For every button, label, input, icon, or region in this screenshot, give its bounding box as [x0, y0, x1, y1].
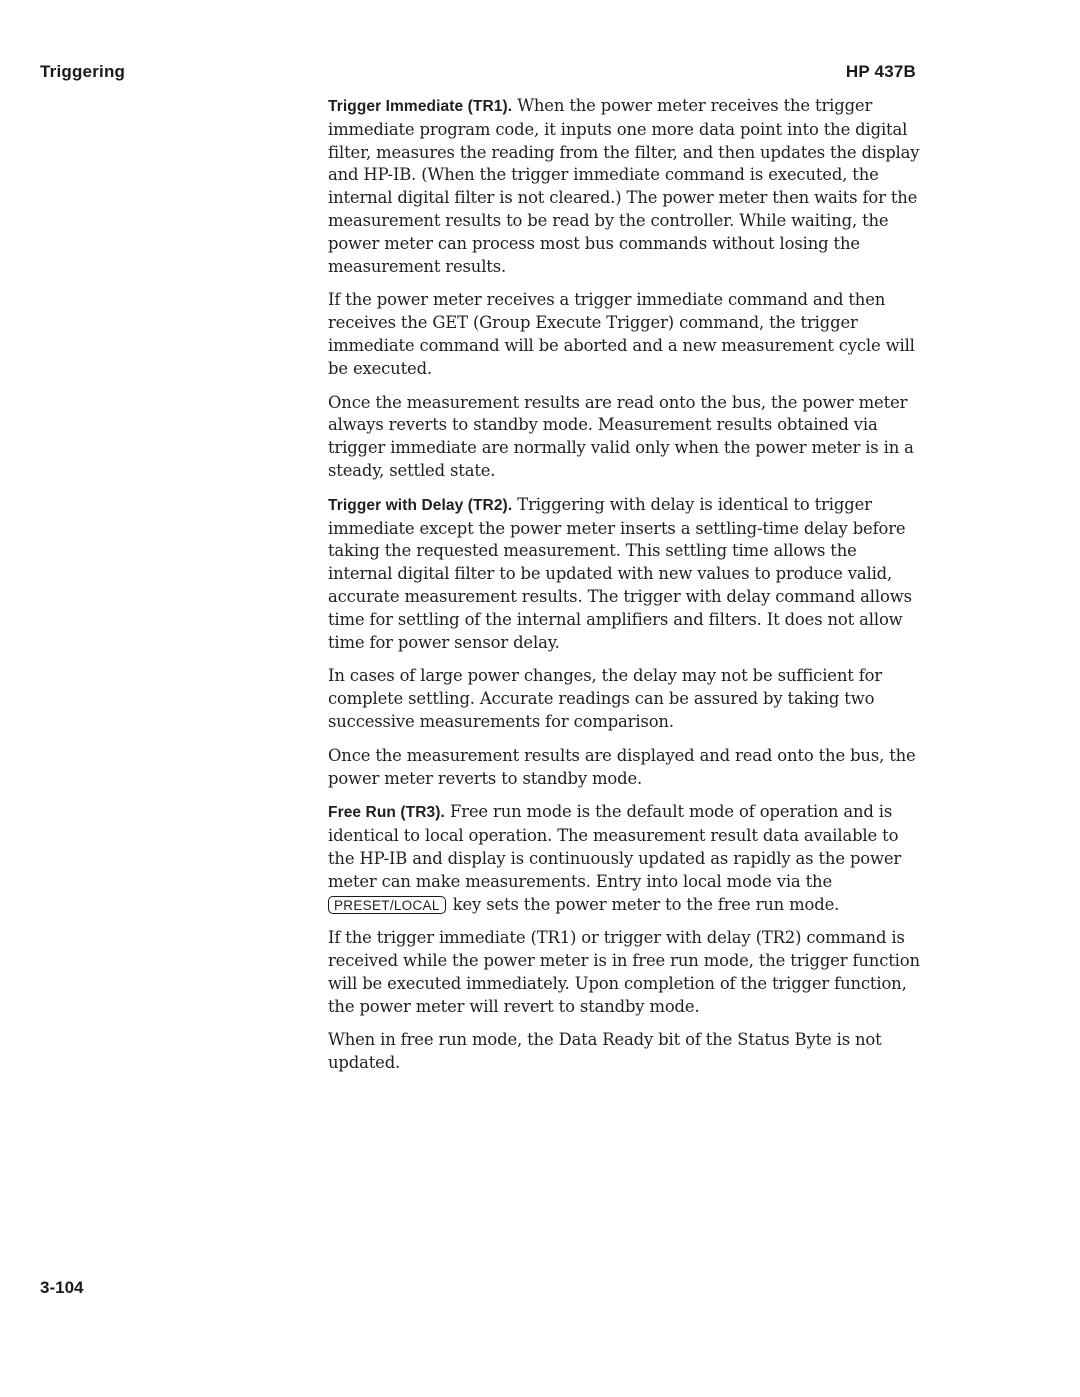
paragraph-trigger-immediate: [328, 95, 920, 278]
heading-trigger-immediate: Trigger Immediate (TR1).: [328, 98, 513, 115]
paragraph-text: When the power meter receives the trigger immediate program code, it inputs one more data point into the digital filter, measures the reading from the filter, and then updates the display and HP-IB. (When the trigger immediate command is executed, the internal digital filter is not cleared.) The power meter then waits for the measurement results to be read by the controller. While waiting, the power meter can process most bus commands without losing the measurement results.: [328, 96, 920, 276]
section-header: Triggering: [40, 62, 126, 81]
page-number: 3-104: [40, 1278, 84, 1297]
paragraph-get-command: If the power meter receives a trigger immediate command and then receives the GET (Group Execute Trigger) command, the trigger immediate command will be aborted and a new measurement cycle will be executed.: [328, 290, 915, 378]
preset-local-key: PRESET/LOCAL: [328, 896, 446, 914]
heading-trigger-with-delay: Trigger with Delay (TR2).: [328, 496, 513, 514]
paragraph-large-power-changes: In cases of large power changes, the delay may not be sufficient for complete settling. Accurate readings can be assured by taking two successive measurements for comparison.: [328, 666, 883, 731]
paragraph-trigger-with-delay: [328, 494, 920, 655]
paragraph-data-ready-bit: When in free run mode, the Data Ready bit of the Status Byte is not updated.: [328, 1030, 882, 1073]
paragraph-text: key sets the power meter to the free run mode.: [447, 894, 840, 914]
paragraph-free-run: [328, 801, 920, 916]
paragraph-text: Free run mode is the default mode of operation and is identical to local operation. The measurement result data available to the HP-IB and display is continuously updated as rapidly as the power meter can make measurements. Entry into local mode via the: [328, 802, 902, 891]
heading-free-run: Free Run (TR3).: [328, 804, 445, 822]
body-text: [328, 95, 920, 1086]
paragraph-trigger-in-free-run: If the trigger immediate (TR1) or trigger with delay (TR2) command is received while the power meter is in free run mode, the trigger function will be executed immediately. Upon completion of the trigger function, the power meter will revert to standby mode.: [328, 928, 920, 1016]
paragraph-text: Triggering with delay is identical to trigger immediate except the power meter inserts a settling-time delay before taking the requested measurement. This settling time allows the internal digital filter to be updated with new values to produce valid, accurate measurement results. The trigger with delay command allows time for settling of the internal amplifiers and filters. It does not allow time for power sensor delay.: [328, 494, 912, 652]
paragraph-standby-after-display: Once the measurement results are displayed and read onto the bus, the power meter reverts to standby mode.: [328, 745, 916, 788]
paragraph-standby-after-read: Once the measurement results are read onto the bus, the power meter always reverts to standby mode. Measurement results obtained via trigger immediate are normally valid only when the power meter is in a steady, settled state.: [328, 392, 914, 480]
model-header: HP 437B: [845, 62, 916, 81]
